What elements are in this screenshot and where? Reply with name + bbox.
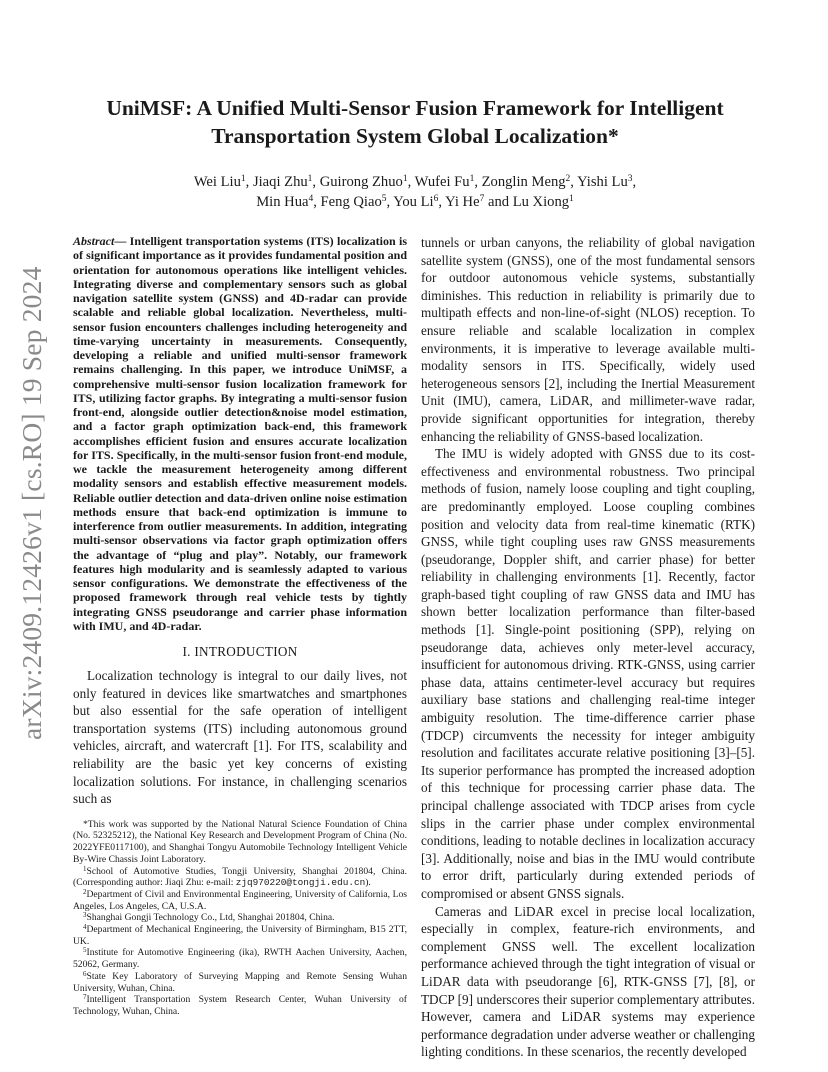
author-affiliation-marker: 7 xyxy=(479,194,485,204)
footnotes xyxy=(73,819,407,1018)
arxiv-identifier-stamp: arXiv:2409.12426v1 [cs.RO] 19 Sep 2024 xyxy=(16,266,47,740)
author-separator: , xyxy=(312,174,320,190)
author-affiliation-marker: 6 xyxy=(433,194,439,204)
intro-paragraph-1: Localization technology is integral to our daily lives, not only featured in devices like smartwatches and smartphones but also essential for the safe operation of intelligent transportation systems (ITS) including autonomous ground vehicles, aircraft, and watercraft [1]. For ITS, scalability and reliability are the basic yet key concerns of existing localization solutions. For instance, in challenging scenarios such as xyxy=(73,668,407,807)
footnote-3 xyxy=(73,912,407,924)
right-paragraph-2: The IMU is widely adopted with GNSS due to its cost-effectiveness and environmental robustness. Two principal methods of fusion, namely loose coupling and tight coupling, are predominantly employed. Loose coupling combines position and velocity data from real-time kinematic (RTK) GNSS, while tight coupling uses raw GNSS measurements (pseudorange, Doppler shift, and carrier phase) for better reliability in challenging environments [1]. Recently, factor graph-based tight coupling of raw GNSS data and IMU has shown better localization performance than filter-based methods [1]. Single-point positioning (SPP), relying on pseudorange data, achieves only meter-level accuracy, insufficient for autonomous driving. RTK-GNSS, using carrier phase data, attains centimeter-level accuracy but requires auxiliary base stations and challenging real-time integer ambiguity resolution. The time-difference carrier phase (TDCP) circumvents the necessity for integer ambiguity resolution and facilitates accurate relative positioning [3]–[5]. Its superior performance has prompted the increased adoption of this technique for processing carrier phase data. The principal challenge associated with TDCP arises from cycle slips in the carrier phase under complex environmental conditions, leading to notable declines in localization accuracy [3]. Additionally, noise and bias in the IMU would contribute to error drift, particularly during extended periods of compromised or absent GNSS signals. xyxy=(421,446,755,901)
left-column xyxy=(73,234,407,1018)
footnote-7 xyxy=(73,994,407,1017)
footnote-1 xyxy=(73,866,407,889)
footnote-funding: *This work was supported by the National Natural Science Foundation of China (No. 52325212), the National Key Research and Development Program of China (No. 2022YFE0117100), and Shanghai Tongyu Automobile Technology Intelligent Vehicle By-Wire Chassis Joint Laboratory. xyxy=(73,818,407,865)
author-separator: , xyxy=(407,174,415,190)
author-separator: , xyxy=(438,194,446,210)
author-name: Min Hua xyxy=(256,194,309,210)
author-name: You Li xyxy=(393,194,434,210)
footnote-5-text: Institute for Automotive Engineering (ika), RWTH Aachen University, Aachen, 52062, Germany. xyxy=(73,947,407,971)
right-paragraph-1: tunnels or urban canyons, the reliability of global navigation satellite system (GNSS), one of the most fundamental sensors for outdoor autonomous vehicle systems, substantially diminishes. This reduction in reliability is primarily due to multipath effects and non-line-of-sight (NLOS) reception. To ensure reliable and scalable localization in complex environments, it is imperative to leverage available multi-modality sensors in ITS. Specifically, widely used heterogeneous sensors [2], including the Inertial Measurement Unit (IMU), camera, LiDAR, and millimeter-wave radar, provide significant opportunities for integration, thereby enhancing the reliability of GNSS-based localization. xyxy=(421,235,755,444)
footnote-3-marker: 3 xyxy=(83,911,87,920)
right-paragraph-3: Cameras and LiDAR excel in precise local localization, especially in complex, feature-rich environments, and complement GNSS well. The excellent localization performance achieved through the tight integration of visual or LiDAR data with pseudorange [6], RTK-GNSS [7], [8], or TDCP [9] underscores their superior complementary attributes. However, camera and LiDAR systems may experience performance degradation under adverse weather or challenging lighting conditions. In these scenarios, the recently developed xyxy=(421,903,755,1060)
author-separator: , xyxy=(474,174,482,190)
paper-title xyxy=(70,94,760,150)
author-name: Zonglin Meng xyxy=(481,174,566,190)
author-name: Yishi Lu xyxy=(577,174,628,190)
footnote-2 xyxy=(73,889,407,912)
footnote-6 xyxy=(73,971,407,994)
author-affiliation-marker: 3 xyxy=(627,174,633,184)
author-name: Jiaqi Zhu xyxy=(252,174,308,190)
author-separator: , xyxy=(313,194,321,210)
footnote-6-marker: 6 xyxy=(83,969,87,978)
author-name: Feng Qiao xyxy=(320,194,382,210)
right-column xyxy=(421,234,755,1061)
footnote-4 xyxy=(73,924,407,947)
footnote-1-end: ). xyxy=(365,877,371,889)
author-list xyxy=(110,172,720,212)
author-affiliation-marker: 2 xyxy=(565,174,571,184)
author-affiliation-marker: 4 xyxy=(308,194,314,204)
footnote-4-text: Department of Mechanical Engineering, the University of Birmingham, B15 2TT, UK. xyxy=(73,924,407,947)
author-affiliation-marker: 1 xyxy=(240,174,246,184)
author-name: Wei Liu xyxy=(193,174,241,190)
footnote-7-text: Intelligent Transportation System Research Center, Wuhan University of Technology, Wuhan, China. xyxy=(73,994,407,1017)
author-affiliation-marker: 1 xyxy=(402,174,408,184)
footnote-5 xyxy=(73,947,407,970)
abstract-text: — Intelligent transportation systems (ITS) localization is of significant importance as it provides fundamental position and orientation for autonomous operations like intelligent vehicles. Integrating diverse and complementary sensors such as global navigation satellite system (GNSS) and 4D-radar can provide scalable and reliable global localization. Nevertheless, multi-sensor fusion encounters challenges including heterogeneity and time-varying uncertainty in measurements. Consequently, developing a reliable and unified multi-sensor framework remains challenging. In this paper, we introduce UniMSF, a comprehensive multi-sensor fusion localization framework for ITS, utilizing factor graphs. By integrating a multi-sensor fusion front-end, alongside outlier detection&noise model estimation, and a factor graph optimization back-end, this framework accomplishes efficient fusion and ensures accurate localization for ITS. Specifically, in the multi-sensor fusion front-end module, we tackle the measurement heterogeneity among different modality sensors and establish effective measurement models. Reliable outlier detection and data-driven online noise estimation methods ensure that back-end optimization is immune to interference from outlier measurements. In addition, integrating multi-sensor observations via factor graph optimization offers the advantage of “plug and play”. Notably, our framework features high modularity and is seamlessly adapted to various sensor configurations. We demonstrate the effectiveness of the proposed framework through real vehicle tests by tightly integrating GNSS pseudorange and carrier phase information with IMU, and 4D-radar. xyxy=(73,234,407,633)
author-separator: , xyxy=(570,174,578,190)
author-name: Yi He xyxy=(445,194,480,210)
footnote-7-marker: 7 xyxy=(83,993,87,1002)
footnote-2-marker: 2 xyxy=(83,887,87,896)
corresponding-author-email: zjq970220@tongji.edu.cn xyxy=(235,877,366,889)
section-heading-introduction: I. INTRODUCTION xyxy=(182,644,298,659)
author-name: Guirong Zhuo xyxy=(319,174,403,190)
footnote-4-marker: 4 xyxy=(83,923,87,932)
title-line-2: Transportation System Global Localization* xyxy=(211,124,619,148)
abstract-label: Abstract xyxy=(73,234,115,248)
title-line-1: UniMSF: A Unified Multi-Sensor Fusion Framework for Intelligent xyxy=(106,96,724,120)
footnote-1-text: School of Automotive Studies, Tongji University, Shanghai 201804, China. (Corresponding author: Jiaqi Zhu: e-mail: xyxy=(73,865,407,889)
footnote-2-text: Department of Civil and Environmental Engineering, University of California, Los Angeles, Los Angeles, CA, U.S.A. xyxy=(73,888,407,912)
author-separator: , xyxy=(632,174,637,190)
footnote-3-text: Shanghai Gongji Technology Co., Ltd, Shanghai 201804, China. xyxy=(86,912,335,924)
footnote-6-text: State Key Laboratory of Surveying Mapping and Remote Sensing Wuhan University, Wuhan, China. xyxy=(73,970,407,994)
author-name: Wufei Fu xyxy=(414,174,470,190)
author-affiliation-marker: 1 xyxy=(469,174,475,184)
footnote-1-marker: 1 xyxy=(83,864,87,873)
author-affiliation-marker: 1 xyxy=(307,174,313,184)
author-separator: , xyxy=(245,174,253,190)
author-affiliation-marker: 1 xyxy=(569,194,574,204)
author-affiliation-marker: 5 xyxy=(381,194,387,204)
author-name: Lu Xiong xyxy=(512,194,570,210)
footnote-5-marker: 5 xyxy=(83,946,87,955)
author-separator: , xyxy=(386,194,394,210)
author-separator: and xyxy=(484,194,513,210)
abstract xyxy=(73,234,407,633)
